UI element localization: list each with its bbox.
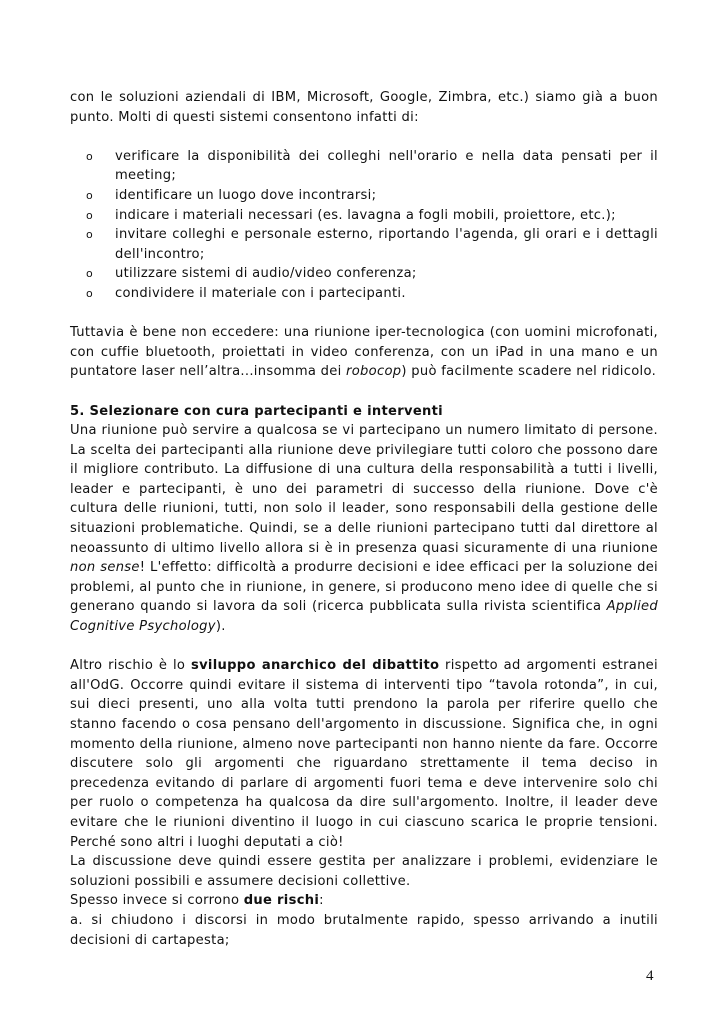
- bullet-marker-icon: o: [86, 228, 94, 242]
- emphasis-journal-title: Applied Cognitive Psychology: [70, 599, 658, 635]
- paragraph-two-risks: [70, 891, 658, 911]
- list-item-text: condividere il materiale con i partecipanti.: [115, 285, 406, 301]
- page-number: 4: [646, 968, 654, 984]
- text-run: Altro rischio è lo: [70, 658, 191, 674]
- feature-list: [70, 147, 658, 304]
- bullet-marker-icon: o: [86, 149, 94, 163]
- list-item-text: verificare la disponibilità dei colleghi nell'orario e nella data pensati per il meeting;: [115, 148, 658, 184]
- intro-paragraph: con le soluzioni aziendali di IBM, Microsoft, Google, Zimbra, etc.) siamo già a buon punto. Molti di questi sistemi consentono infatti di:: [70, 90, 658, 125]
- text-run: rispetto ad argomenti estranei all'OdG. Occorre quindi evitare il sistema di interventi tipo “tavola rotonda”, in cui, sui dieci presenti, uno alla volta tutti prendono la parola per riferire quello che stanno facendo o cosa pensano dell'argomento in discussione. Significa che, in ogni momento della riunione, almeno nove partecipanti non hanno niente da fare. Occorre discutere solo gli argomenti che riguardano strettamente il tema deciso in precedenza evitando di parlare di argomenti fuori tema e deve intervenire solo chi per ruolo o competenza ha qualcosa da dire sull'argomento. Inoltre, il leader deve evitare che le riunioni diventino il luogo in cui ciascuno scarica le proprie tensioni. Perché sono altri i luoghi deputati a ciò!: [70, 658, 658, 850]
- list-item: [70, 206, 658, 226]
- emphasis-robocop: robocop: [346, 364, 402, 380]
- strong-debate: sviluppo anarchico del dibattito: [190, 658, 440, 674]
- document-body: [70, 88, 658, 950]
- list-item: [70, 225, 658, 264]
- paragraph-gap: [70, 637, 658, 657]
- paragraph-debate-risk: [70, 656, 658, 852]
- text-run: Spesso invece si corrono: [70, 893, 244, 909]
- text-run: ) può facilmente scadere nel ridicolo.: [401, 364, 657, 380]
- strong-two-risks: due rischi: [243, 893, 320, 909]
- list-item-text: invitare colleghi e personale esterno, riportando l'agenda, gli orari e i dettagli dell'incontro;: [115, 227, 658, 262]
- paragraph-participants: [70, 421, 658, 637]
- paragraph-gap: [70, 127, 658, 147]
- section-heading: 5. Selezionare con cura partecipanti e interventi: [70, 403, 443, 419]
- list-item: [70, 284, 658, 304]
- emphasis-non-sense: non sense: [70, 560, 140, 576]
- list-item-text: utilizzare sistemi di audio/video conferenza;: [115, 266, 417, 282]
- paragraph-discussion: La discussione deve quindi essere gestita per analizzare i problemi, evidenziare le soluzioni possibili e assumere decisioni collettive.: [70, 854, 658, 889]
- text-run: :: [319, 893, 324, 909]
- paragraph-gap: [70, 382, 658, 402]
- list-item-text: indicare i materiali necessari (es. lavagna a fogli mobili, proiettore, etc.);: [115, 207, 616, 223]
- paragraph-risk-a: a. si chiudono i discorsi in modo brutalmente rapido, spesso arrivando a inutili decisioni di cartapesta;: [70, 912, 658, 948]
- bullet-marker-icon: o: [86, 267, 94, 281]
- bullet-marker-icon: o: [86, 208, 94, 222]
- text-run: ).: [215, 619, 226, 635]
- list-item: [70, 186, 658, 206]
- paragraph-technology: [70, 323, 658, 382]
- list-item: [70, 264, 658, 284]
- list-item-text: identificare un luogo dove incontrarsi;: [115, 187, 377, 203]
- bullet-marker-icon: o: [86, 286, 94, 300]
- text-run: ! L'effetto: difficoltà a produrre decisioni e idee efficaci per la soluzione dei problemi, al punto che in riunione, in genere, si producono meno idee di quelle che si generano quando si lavora da soli (ricerca pubblicata sulla rivista scientifica: [70, 560, 658, 615]
- list-item: [70, 147, 658, 186]
- text-run: Tuttavia è bene non eccedere: una riunione iper-tecnologica (con uomini microfonati, con cuffie bluetooth, proiettati in video conferenza, con un iPad in una mano e un puntatore laser nell’altra...insomma dei: [70, 325, 658, 380]
- paragraph-gap: [70, 304, 658, 324]
- bullet-marker-icon: o: [86, 188, 94, 202]
- text-run: Una riunione può servire a qualcosa se vi partecipano un numero limitato di persone. La scelta dei partecipanti alla riunione deve privilegiare tutti coloro che possono dare il migliore contributo. La diffusione di una cultura della responsabilità a tutti i livelli, leader e partecipanti, è uno dei parametri di successo della riunione. Dove c'è cultura delle riunioni, tutti, non solo il leader, sono responsabili della gestione delle situazioni problematiche. Quindi, se a delle riunioni partecipano tutti dal direttore al neoassunto di ultimo livello allora si è in presenza quasi sicuramente di una riunione: [70, 423, 658, 556]
